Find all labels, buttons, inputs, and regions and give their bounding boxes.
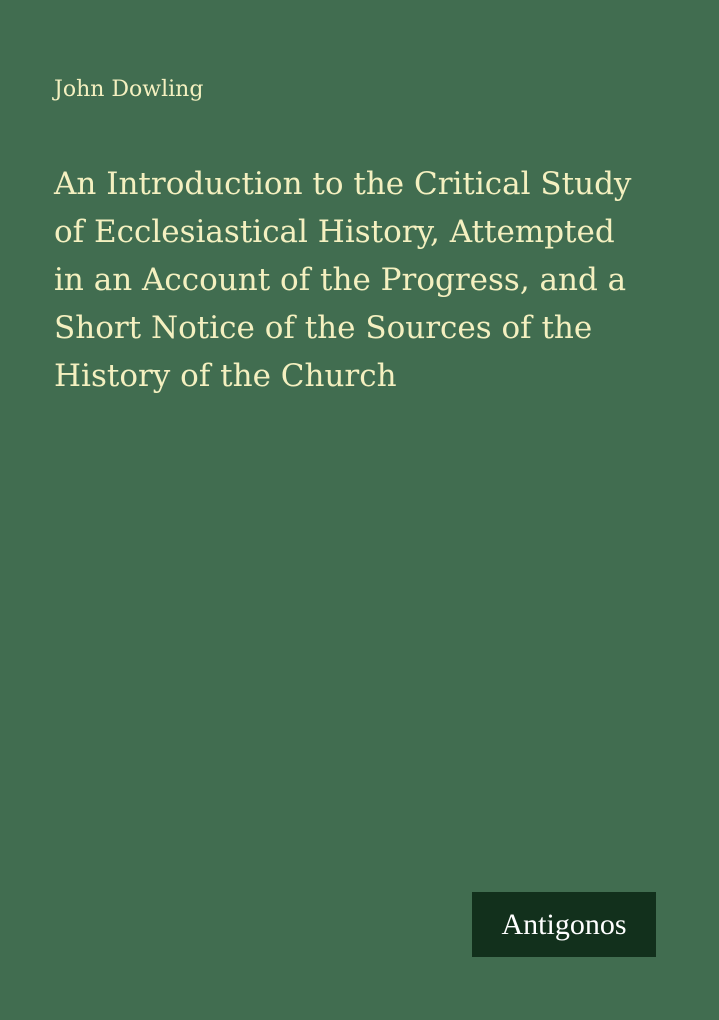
publisher-name: Antigonos bbox=[501, 907, 627, 941]
book-title bbox=[54, 160, 674, 400]
title-line: Short Notice of the Sources of the bbox=[54, 310, 593, 346]
author-name: John Dowling bbox=[54, 77, 204, 102]
title-line: in an Account of the Progress, and a bbox=[54, 262, 627, 298]
publisher-badge bbox=[472, 892, 656, 957]
title-line: History of the Church bbox=[54, 358, 397, 394]
title-line: of Ecclesiastical History, Attempted bbox=[54, 214, 615, 250]
title-line: An Introduction to the Critical Study bbox=[54, 166, 632, 202]
